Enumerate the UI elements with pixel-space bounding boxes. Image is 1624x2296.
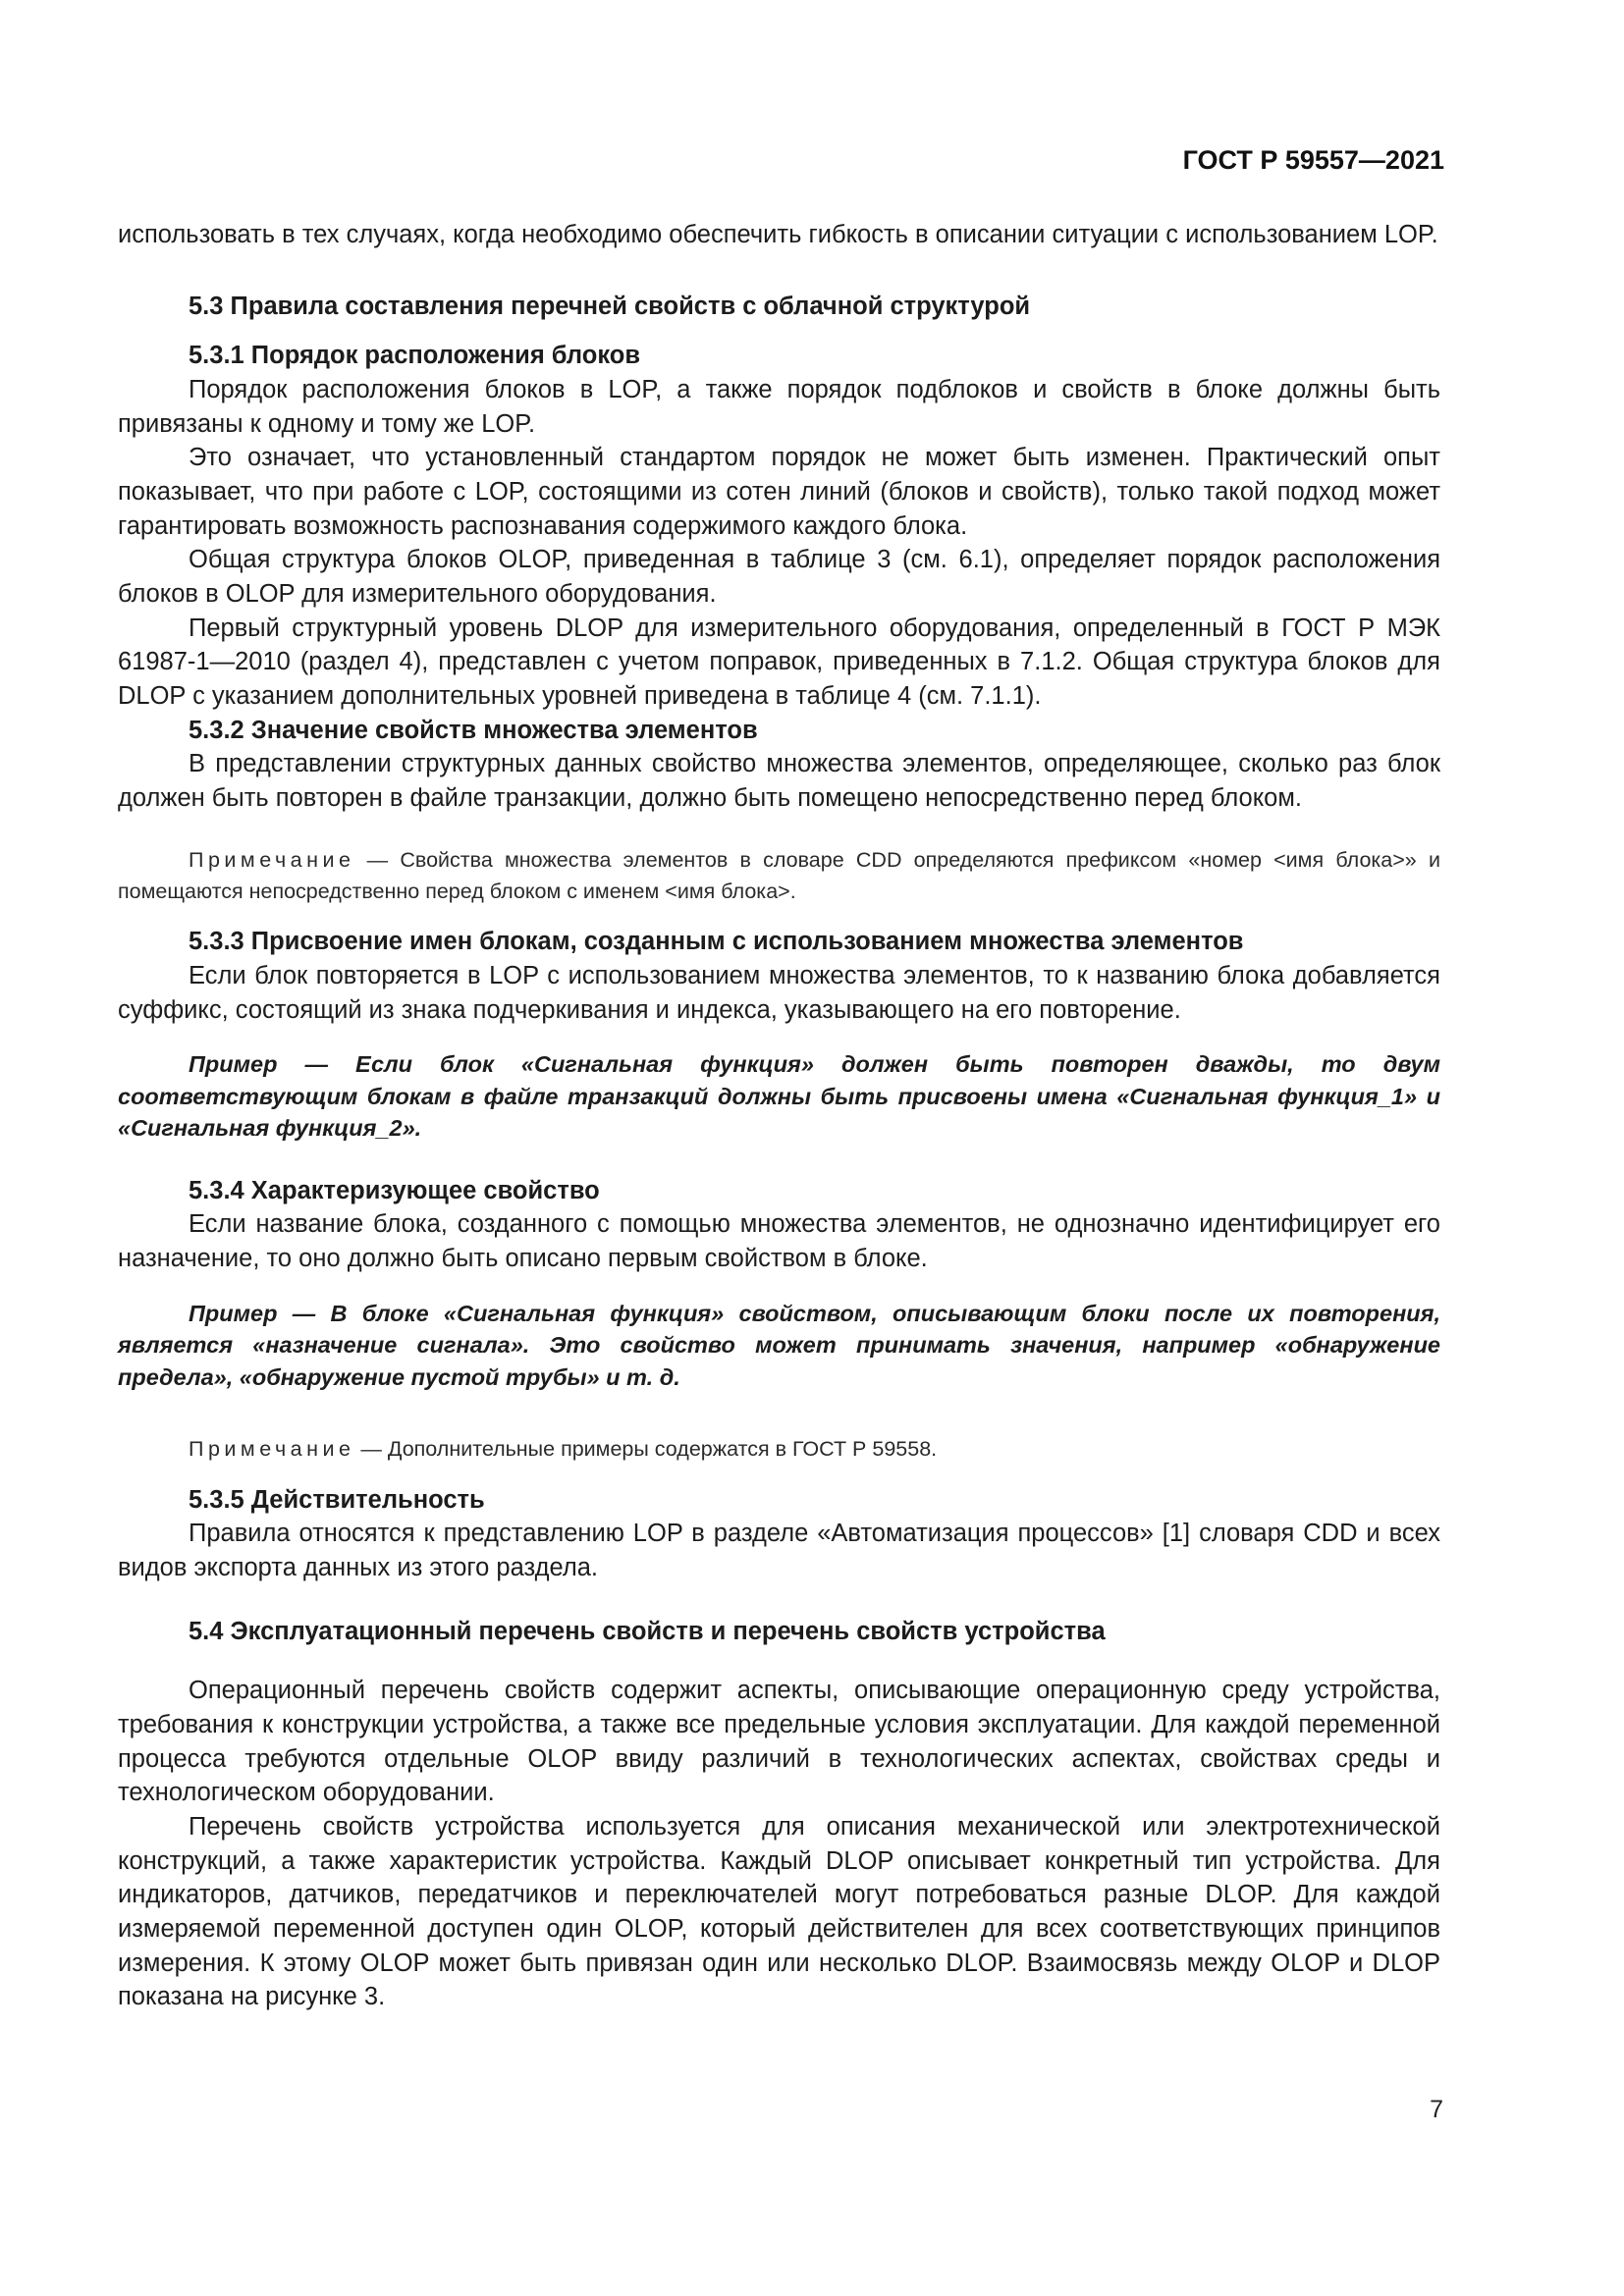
section-5-3-2-paragraph-1: В представлении структурных данных свойство множества элементов, определяющее, сколько раз блок должен быть повторен в файле транзакции, должно быть помещено непосредственно перед блоком. (118, 750, 1440, 813)
section-5-3-1-paragraph-1: Порядок расположения блоков в LOP, а также порядок подблоков и свойств в блоке должны быть привязаны к одному и тому же LOP. (118, 376, 1440, 438)
section-5-3-heading: 5.3 Правила составления перечней свойств с облачной структурой (189, 292, 1031, 320)
section-5-3-3-paragraph-1: Если блок повторяется в LOP с использованием множества элементов, то к названию блока добавляется суффикс, состоящий из знака подчеркивания и индекса, указывающего на его повторение. (118, 962, 1440, 1024)
section-5-3-1-paragraph-4: Первый структурный уровень DLOP для измерительного оборудования, определенный в ГОСТ Р МЭК 61987-1—2010 (раздел 4), представлен с учетом поправок, приведенных в 7.1.2. Общая структура блоков для DLOP с указанием дополнительных уровней приведена в таблице 4 (см. 7.1.1). (118, 614, 1440, 711)
page-number: 7 (1430, 2096, 1443, 2123)
example-1: Пример — Если блок «Сигнальная функция» должен быть повторен дважды, то двум соответствующим блокам в файле транзакций должны быть присвоены имена «Сигнальная функция_1» и «Сигнальная функция_2». (118, 1051, 1440, 1142)
note-label: Примечание (189, 1436, 355, 1461)
section-5-3-3-heading: 5.3.3 Присвоение имен блокам, созданным с использованием множества элементов (189, 928, 1244, 956)
note-2 (118, 1434, 1440, 1466)
section-5-3-4-heading: 5.3.4 Характеризующее свойство (189, 1176, 600, 1204)
example-2: Пример — В блоке «Сигнальная функция» свойством, описывающим блоки после их повторения, является «назначение сигнала». Это свойство может принимать значения, например «обнаружение предела», «обнаружение пустой трубы» и т. д. (118, 1300, 1440, 1390)
section-5-4-paragraph-2: Перечень свойств устройства используется для описания механической или электротехнической конструкций, а также характеристик устройства. Каждый DLOP описывает конкретный тип устройства. Для индикаторов, датчиков, передатчиков и переключателей могут потребоваться разные DLOP. Для каждой измеряемой переменной доступен один OLOP, который действителен для всех соответствующих принципов измерения. К этому OLOP может быть привязан один или несколько DLOP. Взаимосвязь между OLOP и DLOP показана на рисунке 3. (118, 1813, 1440, 2011)
section-5-4-heading: 5.4 Эксплуатационный перечень свойств и перечень свойств устройства (189, 1617, 1106, 1645)
note-label: Примечание (189, 847, 355, 872)
section-5-3-2-heading: 5.3.2 Значение свойств множества элементов (189, 716, 758, 744)
section-5-3-1-heading: 5.3.1 Порядок расположения блоков (189, 342, 641, 370)
section-5-3-4-paragraph-1: Если название блока, созданного с помощью множества элементов, не однозначно идентифицирует его назначение, то оно должно быть описано первым свойством в блоке. (118, 1210, 1440, 1272)
section-5-3-5-heading: 5.3.5 Действительность (189, 1485, 485, 1514)
note-1 (118, 845, 1440, 908)
section-5-4-paragraph-1: Операционный перечень свойств содержит аспекты, описывающие операционную среду устройства, требования к конструкции устройства, а также все предельные условия эксплуатации. Для каждой переменной процесса требуются отдельные OLOP ввиду различий в технологических аспектах, свойствах среды и технологическом оборудовании. (118, 1677, 1440, 1807)
page-body (118, 218, 1440, 2014)
document-code-header: ГОСТ Р 59557—2021 (1182, 145, 1444, 175)
note-1-text: — Свойства множества элементов в словаре CDD определяются префиксом «номер <имя блока>» и помещаются непосредственно перед блоком с именем <имя блока>. (118, 847, 1440, 903)
note-2-text: — Дополнительные примеры содержатся в ГОСТ Р 59558. (354, 1436, 938, 1461)
section-5-3-1-paragraph-3: Общая структура блоков OLOP, приведенная в таблице 3 (см. 6.1), определяет порядок расположения блоков в OLOP для измерительного оборудования. (118, 546, 1440, 609)
section-5-3-1-paragraph-2: Это означает, что установленный стандартом порядок не может быть изменен. Практический опыт показывает, что при работе с LOP, состоящими из сотен линий (блоков и свойств), только такой подход может гарантировать возможность распознавания содержимого каждого блока. (118, 444, 1440, 540)
section-5-3-5-paragraph-1: Правила относятся к представлению LOP в разделе «Автоматизация процессов» [1] словаря CDD и всех видов экспорта данных из этого раздела. (118, 1520, 1440, 1582)
continued-paragraph: использовать в тех случаях, когда необходимо обеспечить гибкость в описании ситуации с использованием LOP. (118, 221, 1438, 248)
